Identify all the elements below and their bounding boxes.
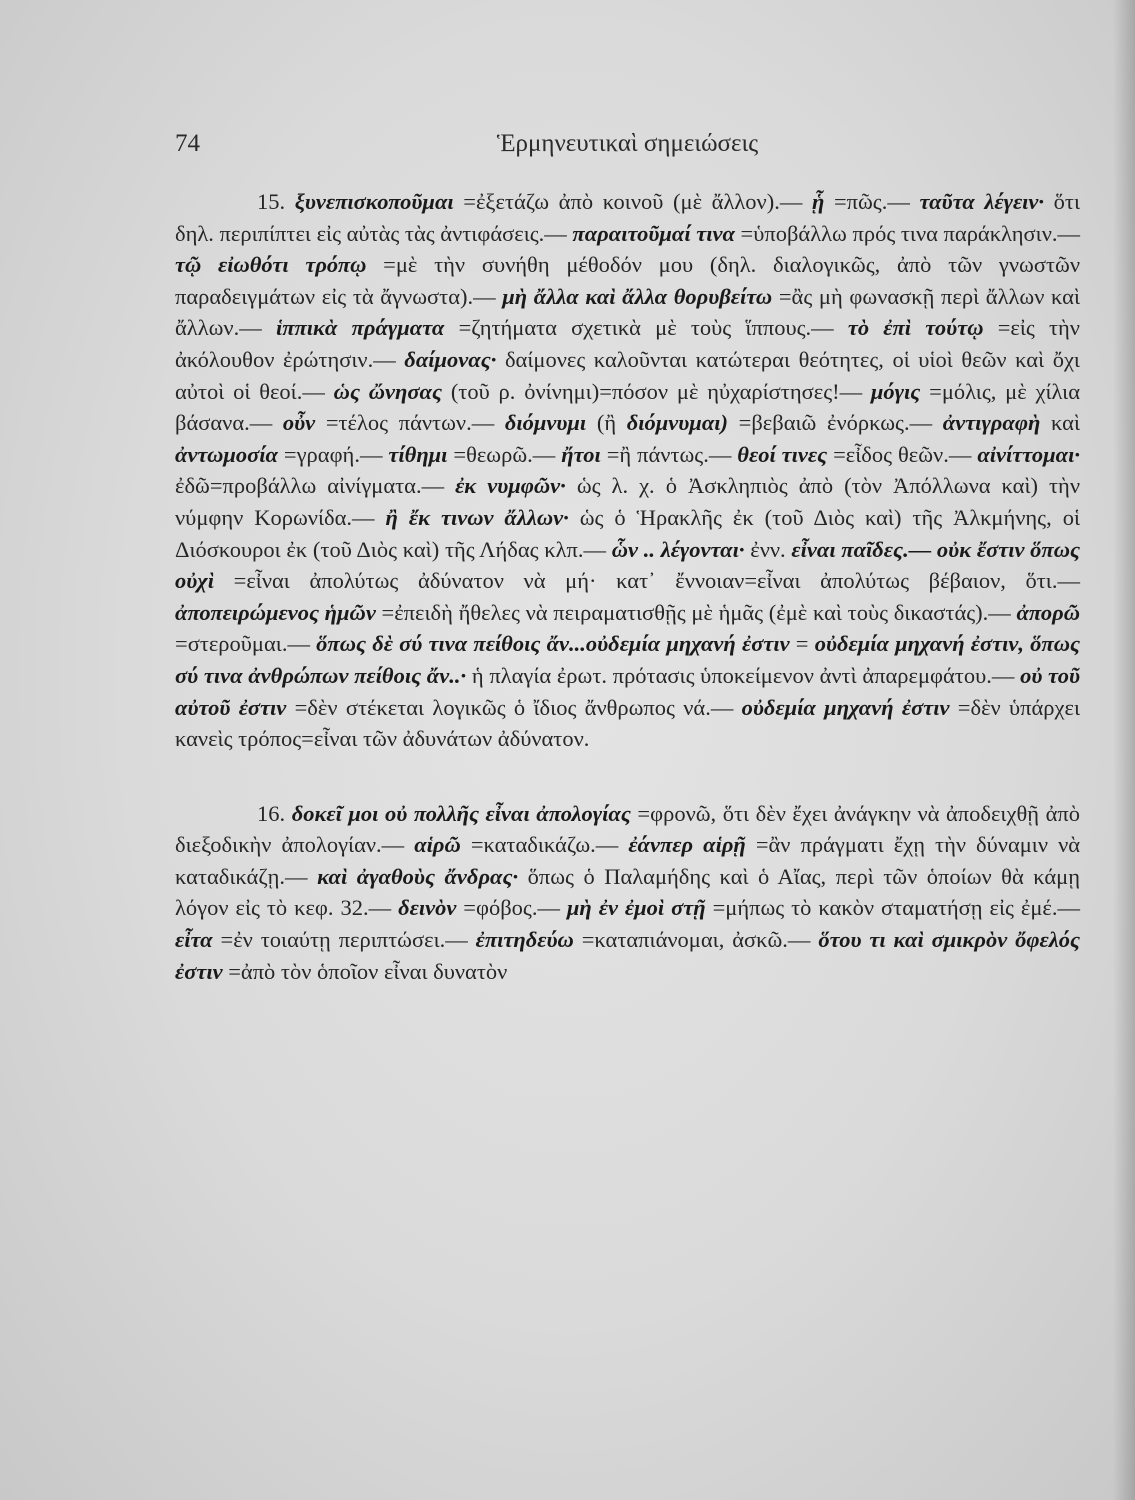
gloss-text: ὅπως ὁ Παλαμήδης καὶ ὁ Αἴας, περὶ τῶν ὁποίων θὰ κάμῃ λόγον εἰς τὸ κεφ. 32.— (175, 863, 1081, 921)
lemma-term: οὐδεμία μηχανή ἐστιν, ὅπως σύ τινα ἀνθρώπων πείθοις ἄν..· (175, 631, 1081, 688)
gloss-text: καὶ (1051, 410, 1080, 436)
lemma-term: ἀπορῶ (1016, 599, 1081, 625)
gloss-text: ὡς ὁ Ἡρακλῆς ἐκ (τοῦ Διὸς καὶ) τῆς Ἀλκμήνης, οἱ Διόσκουροι ἐκ (τοῦ Διὸς καὶ) τῆς Λήδας κλπ.— (175, 504, 1080, 562)
gloss-text: ἐνν. (750, 536, 792, 562)
lemma-term: ἐάνπερ αἱρῇ (628, 832, 746, 858)
gloss-text: =ὑποβάλλω πρός τινα παράκλησιν.— (740, 220, 1081, 246)
page-fold-shadow (1113, 0, 1135, 1500)
gloss-text: =ἐξετάζω ἀπὸ κοινοῦ (μὲ ἄλλον).— (463, 189, 812, 214)
lemma-term: δεινὸν (398, 895, 457, 921)
gloss-text: =ἀπὸ τὸν ὁποῖον εἶναι δυνατὸν (228, 958, 508, 984)
lemma-term: τῷ εἰωθότι τρόπῳ (175, 252, 367, 278)
gloss-text: =φρονῶ, ὅτι δὲν ἔχει ἀνάγκην νὰ ἀποδειχθῇ ἀπὸ διεξοδικὴν ἀπολογίαν.— (175, 800, 1080, 858)
lemma-term: ἢ ἔκ τινων ἄλλων· (385, 504, 569, 530)
lemma-term: καὶ ἀγαθοὺς ἄνδρας· (317, 863, 519, 889)
note-number: 16. (257, 800, 286, 826)
lemma-term: ἀντιγραφὴ (942, 410, 1041, 436)
lemma-term: ἀποπειρώμενος ἡμῶν (175, 599, 376, 625)
lemma-term: ἤτοι (561, 441, 601, 467)
commentary-body (175, 186, 1080, 987)
lemma-term: τὸ ἐπὶ τούτῳ (847, 315, 984, 341)
gloss-text: =τέλος πάντων.— (325, 410, 505, 436)
lemma-term: μὴ ἄλλα καὶ ἄλλα θορυβείτω (502, 283, 773, 309)
gloss-text: =δὲν ὑπάρχει κανεὶς τρόπος=εἶναι τῶν ἀδυνάτων ἀδύνατον. (175, 694, 1081, 752)
gloss-text: =ἐν τοιαύτῃ περιπτώσει.— (220, 927, 476, 953)
gloss-text: =μὲ τὴν συνήθη μέθοδόν μου (δηλ. διαλογικῶς, ἀπὸ τῶν γνωστῶν παραδειγμάτων εἰς τὰ ἄγνωστα).— (175, 252, 1081, 309)
lemma-term: ᾗ (811, 189, 825, 214)
lemma-term: θεοί τινες (737, 441, 828, 467)
note-number: 15. (257, 189, 286, 214)
page-header (175, 130, 1080, 164)
lemma-term: διόμνυμι (504, 410, 587, 436)
gloss-text: ὅτι δηλ. περιπίπτει εἰς αὐτὰς τὰς ἀντιφάσεις.— (175, 189, 1081, 246)
page-number: 74 (175, 130, 200, 157)
gloss-text: =ἂν πράγματι ἔχῃ τὴν δύναμιν νὰ καταδικάζῃ.— (175, 832, 1081, 889)
lemma-term: ὅτου τι καὶ σμικρὸν ὄφελός ἐστιν (175, 927, 1081, 984)
gloss-text: (τοῦ ρ. ὀνίνημι)=πόσον μὲ ηὐχαρίστησες!— (450, 378, 871, 404)
gloss-text: =δὲν στέκεται λογικῶς ὁ ἴδιος ἄνθρωπος νά.— (294, 694, 742, 720)
gloss-text: =εἶναι ἀπολύτως ἀδύνατον νὰ μή· κατ᾽ ἔννοιαν=εἶναι ἀπολύτως βέβαιον, ὅτι.— (233, 568, 1080, 594)
lemma-term: δαίμονας· (404, 346, 497, 372)
lemma-term: ἱππικὰ πράγματα (275, 315, 445, 341)
lemma-term: δοκεῖ μοι οὐ πολλῆς εἶναι ἀπολογίας (291, 800, 631, 826)
gloss-text: =ζητήματα σχετικὰ μὲ τοὺς ἵππους.— (458, 315, 848, 341)
lemma-term: τίθημι (388, 441, 448, 467)
gloss-text: δαίμονες καλοῦνται κατώτεραι θεότητες, οἱ υἱοὶ θεῶν καὶ ὄχι αὐτοὶ οἱ θεοί.— (175, 346, 1080, 404)
gloss-text: =φόβος.— (463, 895, 560, 921)
gloss-text: ἡ πλαγία ἐρωτ. πρότασις ὑποκείμενον ἀντὶ ἀπαρεμφάτου.— (471, 662, 1021, 688)
lemma-term: ἐπιτηδεύω (475, 927, 574, 953)
lemma-term: ἐκ νυμφῶν· (455, 473, 566, 499)
lemma-term: παραιτοῦμαί τινα (572, 220, 735, 246)
gloss-text: (ἢ (596, 410, 627, 436)
gloss-text: ὡς λ. χ. ὁ Ἀσκληπιὸς ἀπὸ (τὸν Ἀπόλλωνα καὶ) τὴν νύμφην Κορωνίδα.— (175, 473, 1080, 530)
lemma-term: μόγις (870, 378, 921, 404)
gloss-text: =γραφή.— (283, 441, 389, 467)
lemma-term: αἱρῶ (414, 832, 461, 858)
gloss-text: =ἐπειδὴ ἤθελες νὰ πειραματισθῇς μὲ ἡμᾶς (ἐμὲ καὶ τοὺς δικαστάς).— (381, 599, 1017, 625)
note-entry-15 (175, 186, 1080, 755)
gloss-text: = (795, 631, 815, 657)
lemma-term: ἀντωμοσία (175, 441, 278, 467)
lemma-term: οὖν (282, 410, 316, 436)
gloss-text: =στεροῦμαι.— (175, 631, 317, 657)
note-entry-16 (175, 798, 1080, 988)
lemma-term: αἰνίττομαι· (977, 441, 1080, 467)
lemma-term: οὐ τοῦ αὐτοῦ ἐστιν (175, 662, 1080, 720)
gloss-text: =θεωρῶ.— (453, 441, 562, 467)
gloss-text: =μήπως τὸ κακὸν σταματήσῃ εἰς ἐμέ.— (712, 895, 1080, 921)
lemma-term: ξυνεπισκοποῦμαι (294, 189, 454, 214)
gloss-text: =πῶς.— (833, 189, 920, 214)
gloss-text: =καταδικάζω.— (470, 832, 629, 858)
gloss-text: =ἂς μὴ φωνασκῇ περὶ ἄλλων καὶ ἄλλων.— (175, 283, 1081, 341)
lemma-term: εἶναι παῖδες.— οὐκ ἔστιν ὅπως οὐχὶ (175, 536, 1080, 594)
lemma-term: μὴ ἐν ἐμοὶ στῇ (566, 895, 706, 921)
lemma-term: οὐδεμία μηχανή ἐστιν (741, 694, 950, 720)
gloss-text: ἐδῶ=προβάλλω αἰνίγματα.— (175, 473, 456, 499)
lemma-term: ὧν .. λέγονται· (611, 536, 745, 562)
gloss-text: =βεβαιῶ ἐνόρκως.— (738, 410, 943, 436)
lemma-term: διόμνυμαι) (626, 410, 729, 436)
gloss-text: =καταπιάνομαι, ἀσκῶ.— (581, 927, 811, 953)
lemma-term: ὅπως δὲ σύ τινα πείθοις ἄν...οὐδεμία μηχανή ἐστιν (316, 631, 790, 657)
gloss-text: =εἰς τὴν ἀκόλουθον ἐρώτησιν.— (175, 315, 1080, 372)
lemma-term: ὡς ὤνησας (333, 378, 442, 404)
lemma-term: εἶτα (175, 927, 213, 953)
gloss-text: =μόλις, μὲ χίλια βάσανα.— (175, 378, 1081, 436)
gloss-text: =εἶδος θεῶν.— (833, 441, 978, 467)
running-title: Ἑρμηνευτικαὶ σημειώσεις (496, 130, 759, 157)
lemma-term: ταῦτα λέγειν· (919, 189, 1045, 214)
gloss-text: =ἢ πάντως.— (606, 441, 738, 467)
